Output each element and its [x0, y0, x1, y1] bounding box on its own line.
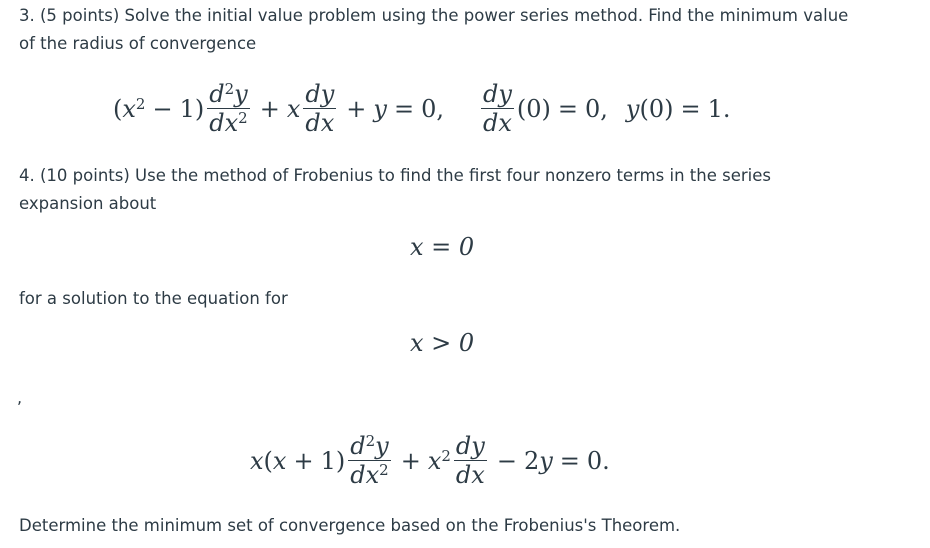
frobenius-equation: x(x + 1) $\frac{d^2y}{dx^2}$ + $x^2$ $\frac{dy}{dx}$ − 2y = 0. — [250, 431, 610, 490]
first-derivative-fraction: $\frac{dy}{dx}$ — [305, 80, 335, 138]
domain-condition: x > 0 — [410, 329, 475, 357]
first-derivative-fraction-2: $\frac{dy}{dx}$ — [455, 432, 485, 490]
between-text: for a solution to the equation for — [19, 289, 288, 308]
final-instruction: Determine the minimum set of convergence based on the Frobenius's Theorem. — [19, 516, 681, 535]
second-derivative-fraction: $\frac{d^2y}{dx^2}$ — [209, 79, 248, 138]
initial-derivative-fraction: $\frac{dy}{dx}$ — [482, 80, 512, 138]
ivp-equation: $(x^2 - 1)$ $\frac{d^2y}{dx^2}$ + x $\frac{dy}{dx}$ + y = 0, $\frac{dy}{dx}$ (0) = 0, y(0) = 1. — [113, 79, 731, 138]
stray-comma: , — [17, 388, 23, 407]
second-derivative-fraction-2: $\frac{d^2y}{dx^2}$ — [350, 431, 389, 490]
expansion-point: x = 0 — [410, 233, 475, 261]
problem3-line2: of the radius of convergence — [19, 34, 257, 53]
problem3-line1: 3. (5 points) Solve the initial value problem using the power series method. Find the minimum value — [19, 6, 849, 25]
problem4-line2: expansion about — [19, 194, 157, 213]
problem4-line1: 4. (10 points) Use the method of Frobenius to find the first four nonzero terms in the series — [19, 166, 771, 185]
